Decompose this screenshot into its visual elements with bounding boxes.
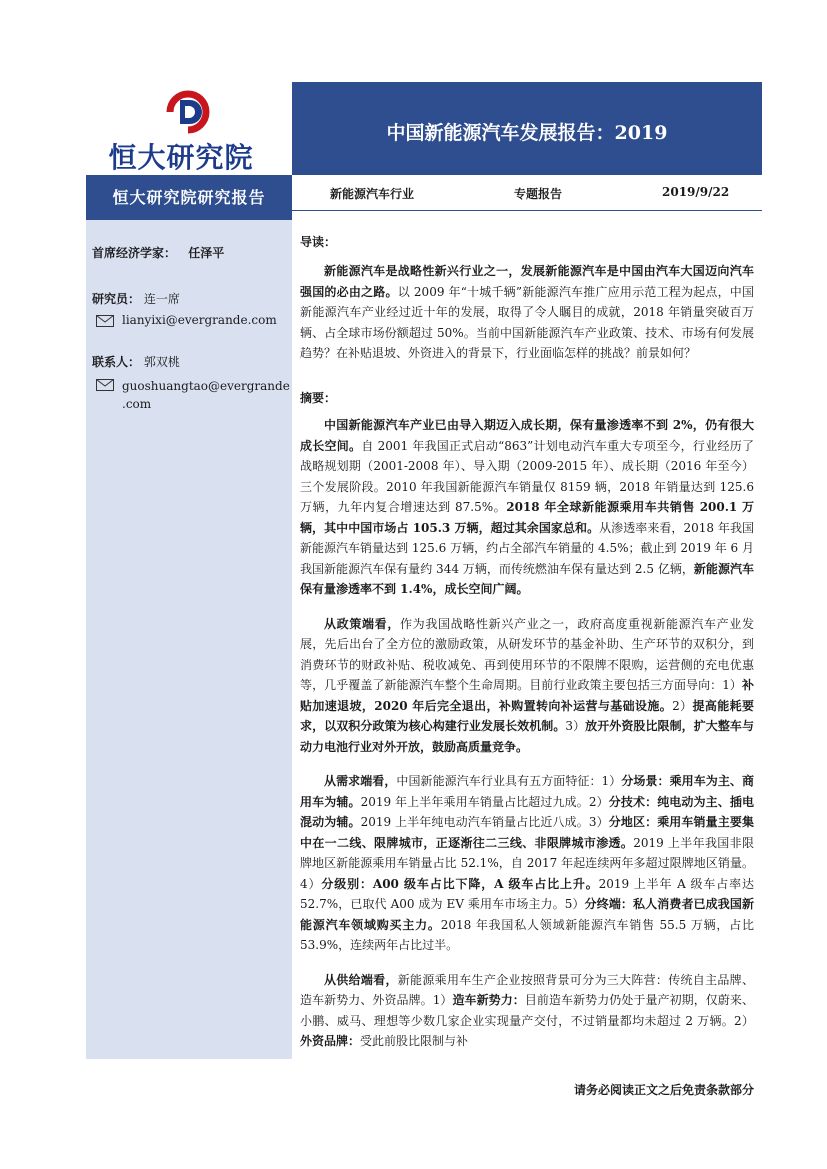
report-date: 2019/9/22 — [662, 185, 730, 199]
title-banner — [292, 82, 762, 175]
header-divider — [292, 210, 762, 211]
summary-paragraph-2: 从政策端看，作为我国战略性新兴产业之一，政府高度重视新能源汽车产业发展，先后出台了全方位的激励政策，从研发环节的基金补助、生产环节的双积分，到消费环节的财政补贴、税收减免、再到使用环节的不限牌不限购，运营侧的充电优惠等，几乎覆盖了新能源汽车整个生命周期。目前行业政策主要包括三方面导向：1）补贴加速退坡，2020 年后完全退出，补购置转向补运营与基础设施。2）提高能耗要求，以双积分政策为核心构建行业发展长效机制。3）放开外资股比限制，扩大整车与动力电池行业对外开放，鼓励高质量竞争。 — [300, 616, 754, 754]
report-title: 中国新能源汽车发展报告：2019 — [386, 122, 668, 144]
sidebar-header-text: 恒大研究院研究报告 — [112, 188, 266, 207]
researcher — [92, 290, 180, 307]
researcher-email[interactable]: lianyixi@evergrande.com — [122, 313, 277, 327]
contact-label: 联系人： — [92, 355, 141, 369]
contact-email-line1: guoshuangtao@evergrande — [122, 379, 290, 393]
summary-paragraph-3: 从需求端看，中国新能源汽车行业具有五方面特征：1）分场景：乘用车为主、商用车为辅。2019 年上半年乘用车销量占比超过九成。2）分技术：纯电动为主、插电混动为辅。2019 上半年纯电动汽车销量占比近八成。3）分地区：乘用车销量主要集中在一二线、限牌城市，正逐渐往二三线、非限牌城市渗透。2019 上半年我国非限牌地区新能源乘用车销量占比 52.1%，自 2017 年起连续两年多超过限牌地区销量。4）分级别：A00 级车占比下降，A 级车占比上升。2019 上半年 A 级车占率达 52.7%，已取代 A00 成为 EV 乘用车市场主力。5）分终端：私人消费者已成我国新能源汽车领域购买主力。2018 年我国私人领域新能源汽车销售 55.5 万辆，占比 53.9%，连续两年占比过半。 — [300, 774, 754, 952]
sidebar — [86, 175, 292, 1059]
intro-body — [300, 261, 754, 364]
intro-heading: 导读： — [300, 235, 337, 249]
contact-email[interactable] — [122, 377, 290, 413]
contact — [92, 353, 180, 370]
chief-label: 首席经济学家： — [92, 246, 177, 260]
report-type: 专题报告 — [514, 187, 563, 201]
industry-label: 新能源汽车行业 — [330, 187, 415, 201]
researcher-label: 研究员： — [92, 292, 141, 306]
contact-email-line2: .com — [122, 397, 152, 411]
sidebar-header — [86, 175, 292, 220]
chief-economist — [92, 244, 224, 261]
evergrande-logo — [92, 80, 292, 190]
summary-heading: 摘要： — [300, 391, 337, 405]
summary-body — [300, 415, 754, 1052]
chief-name: 任泽平 — [188, 246, 225, 260]
summary-paragraph-4: 从供给端看，新能源乘用车生产企业按照背景可分为三大阵营：传统自主品牌、造车新势力、外资品牌。1）造车新势力：目前造车新势力仍处于量产初期，仅蔚来、小鹏、威马、理想等少数几家企业实现量产交付，不过销量都均未超过 2 万辆。2）外资品牌：受此前股比限制与补 — [300, 972, 754, 1048]
mail-icon — [96, 379, 114, 391]
summary-paragraph-1: 中国新能源汽车产业已由导入期迈入成长期，保有量渗透率不到 2%，仍有很大成长空间。自 2001 年我国正式启动“863”计划电动汽车重大专项至今，行业经历了战略规划期（2001-2008 年）、导入期（2009-2015 年）、成长期（2016 年至今）三个发展阶段。2010 年我国新能源汽车销量仅 8159 辆，2018 年销量达到 125.6 万辆，九年内复合增速达到 87.5%。2018 年全球新能源乘用车共销售 200.1 万辆，其中中国市场占 105.3 万辆，超过其余国家总和。从渗透率来看，2018 年我国新能源汽车销量达到 125.6 万辆，约占全部汽车销量的 4.5%；截止到 2019 年 6 月我国新能源汽车保有量约 344 万辆，而传统燃油车保有量达到 2.5 亿辆，新能源汽车保有量渗透率不到 1.4%，成长空间广阔。 — [300, 418, 755, 596]
evergrande-logo-icon — [160, 84, 216, 140]
mail-icon — [96, 315, 114, 327]
researcher-name: 连一席 — [143, 292, 180, 306]
intro-paragraph: 新能源汽车是战略性新兴行业之一，发展新能源汽车是中国由汽车大国迈向汽车强国的必由之路。以 2009 年“十城千辆”新能源汽车推广应用示范工程为起点，中国新能源汽车产业经过近十年的发展，取得了令人瞩目的成就，2018 年销量突破百万辆、占全球市场份额超过 50%。当前中国新能源汽车产业政策、技术、市场有何发展趋势？在补贴退坡、外资进入的背景下，行业面临怎样的挑战？前景如何？ — [300, 264, 754, 360]
disclaimer-footer: 请务必阅读正文之后免责条款部分 — [573, 1083, 754, 1097]
logo-wordmark: 恒大研究院 — [108, 141, 254, 174]
contact-name: 郭双桃 — [143, 355, 180, 369]
